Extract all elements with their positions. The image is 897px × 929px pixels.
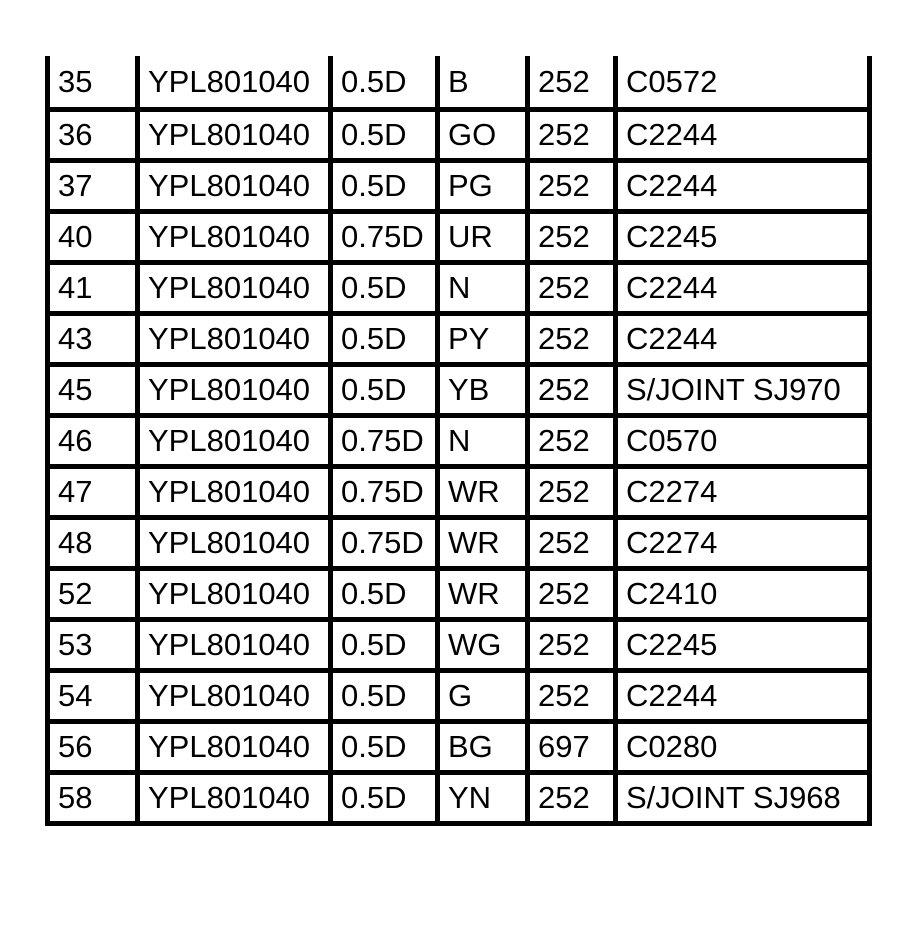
table-row [48, 110, 870, 161]
wire-color-cell: WR [438, 569, 528, 620]
wire-color-cell: N [438, 263, 528, 314]
wire-color-cell: UR [438, 212, 528, 263]
wire-color-cell: WR [438, 518, 528, 569]
part-number-cell: YPL801040 [138, 110, 331, 161]
wire-size-cell: 0.5D [331, 773, 438, 824]
wire-color-cell: PY [438, 314, 528, 365]
connector-cell: S/JOINT SJ970 [616, 365, 870, 416]
part-number-cell: YPL801040 [138, 620, 331, 671]
wire-color-cell: PG [438, 161, 528, 212]
connector-cell: C2244 [616, 314, 870, 365]
length-cell: 252 [528, 365, 616, 416]
part-number-cell: YPL801040 [138, 671, 331, 722]
connector-cell: C0570 [616, 416, 870, 467]
wire-size-cell: 0.5D [331, 620, 438, 671]
connector-cell: C2245 [616, 212, 870, 263]
length-cell: 252 [528, 110, 616, 161]
wire-size-cell: 0.5D [331, 110, 438, 161]
wire-number-cell: 52 [48, 569, 138, 620]
table-row [48, 620, 870, 671]
table-row [48, 671, 870, 722]
wire-size-cell: 0.5D [331, 365, 438, 416]
part-number-cell: YPL801040 [138, 212, 331, 263]
connector-cell: C2244 [616, 671, 870, 722]
wire-size-cell: 0.5D [331, 56, 438, 110]
part-number-cell: YPL801040 [138, 773, 331, 824]
table-row [48, 569, 870, 620]
length-cell: 252 [528, 620, 616, 671]
length-cell: 252 [528, 467, 616, 518]
wire-size-cell: 0.75D [331, 518, 438, 569]
part-number-cell: YPL801040 [138, 467, 331, 518]
table-row [48, 212, 870, 263]
length-cell: 252 [528, 518, 616, 569]
part-number-cell: YPL801040 [138, 56, 331, 110]
wiring-table-container [45, 56, 867, 826]
wire-color-cell: WG [438, 620, 528, 671]
part-number-cell: YPL801040 [138, 569, 331, 620]
length-cell: 252 [528, 161, 616, 212]
part-number-cell: YPL801040 [138, 518, 331, 569]
wire-size-cell: 0.75D [331, 467, 438, 518]
connector-cell: C2244 [616, 110, 870, 161]
wire-number-cell: 43 [48, 314, 138, 365]
connector-cell: C0280 [616, 722, 870, 773]
connector-cell: C2274 [616, 467, 870, 518]
table-row [48, 56, 870, 110]
wire-color-cell: B [438, 56, 528, 110]
wire-number-cell: 53 [48, 620, 138, 671]
part-number-cell: YPL801040 [138, 722, 331, 773]
wire-number-cell: 45 [48, 365, 138, 416]
wire-size-cell: 0.75D [331, 212, 438, 263]
wire-color-cell: G [438, 671, 528, 722]
length-cell: 252 [528, 569, 616, 620]
wire-size-cell: 0.5D [331, 161, 438, 212]
wire-number-cell: 56 [48, 722, 138, 773]
wire-size-cell: 0.75D [331, 416, 438, 467]
connector-cell: C2274 [616, 518, 870, 569]
connector-cell: C2244 [616, 263, 870, 314]
wire-size-cell: 0.5D [331, 569, 438, 620]
length-cell: 252 [528, 671, 616, 722]
wire-number-cell: 37 [48, 161, 138, 212]
wire-size-cell: 0.5D [331, 263, 438, 314]
wire-color-cell: YB [438, 365, 528, 416]
part-number-cell: YPL801040 [138, 263, 331, 314]
wire-size-cell: 0.5D [331, 314, 438, 365]
length-cell: 252 [528, 212, 616, 263]
wire-number-cell: 58 [48, 773, 138, 824]
table-row [48, 263, 870, 314]
table-row [48, 773, 870, 824]
wire-number-cell: 41 [48, 263, 138, 314]
wire-number-cell: 36 [48, 110, 138, 161]
wire-number-cell: 47 [48, 467, 138, 518]
table-row [48, 518, 870, 569]
table-row [48, 161, 870, 212]
part-number-cell: YPL801040 [138, 365, 331, 416]
wire-color-cell: GO [438, 110, 528, 161]
part-number-cell: YPL801040 [138, 161, 331, 212]
table-row [48, 416, 870, 467]
wire-number-cell: 40 [48, 212, 138, 263]
wire-color-cell: N [438, 416, 528, 467]
connector-cell: C2410 [616, 569, 870, 620]
length-cell: 252 [528, 416, 616, 467]
wire-size-cell: 0.5D [331, 722, 438, 773]
wiring-table [45, 56, 872, 826]
part-number-cell: YPL801040 [138, 416, 331, 467]
wire-number-cell: 54 [48, 671, 138, 722]
connector-cell: C2245 [616, 620, 870, 671]
wire-number-cell: 35 [48, 56, 138, 110]
table-row [48, 314, 870, 365]
table-row [48, 722, 870, 773]
wire-size-cell: 0.5D [331, 671, 438, 722]
wire-color-cell: BG [438, 722, 528, 773]
length-cell: 252 [528, 56, 616, 110]
connector-cell: S/JOINT SJ968 [616, 773, 870, 824]
length-cell: 252 [528, 314, 616, 365]
length-cell: 697 [528, 722, 616, 773]
part-number-cell: YPL801040 [138, 314, 331, 365]
wire-number-cell: 46 [48, 416, 138, 467]
wire-color-cell: WR [438, 467, 528, 518]
connector-cell: C0572 [616, 56, 870, 110]
wire-number-cell: 48 [48, 518, 138, 569]
wire-color-cell: YN [438, 773, 528, 824]
table-row [48, 365, 870, 416]
length-cell: 252 [528, 773, 616, 824]
length-cell: 252 [528, 263, 616, 314]
table-row [48, 467, 870, 518]
connector-cell: C2244 [616, 161, 870, 212]
